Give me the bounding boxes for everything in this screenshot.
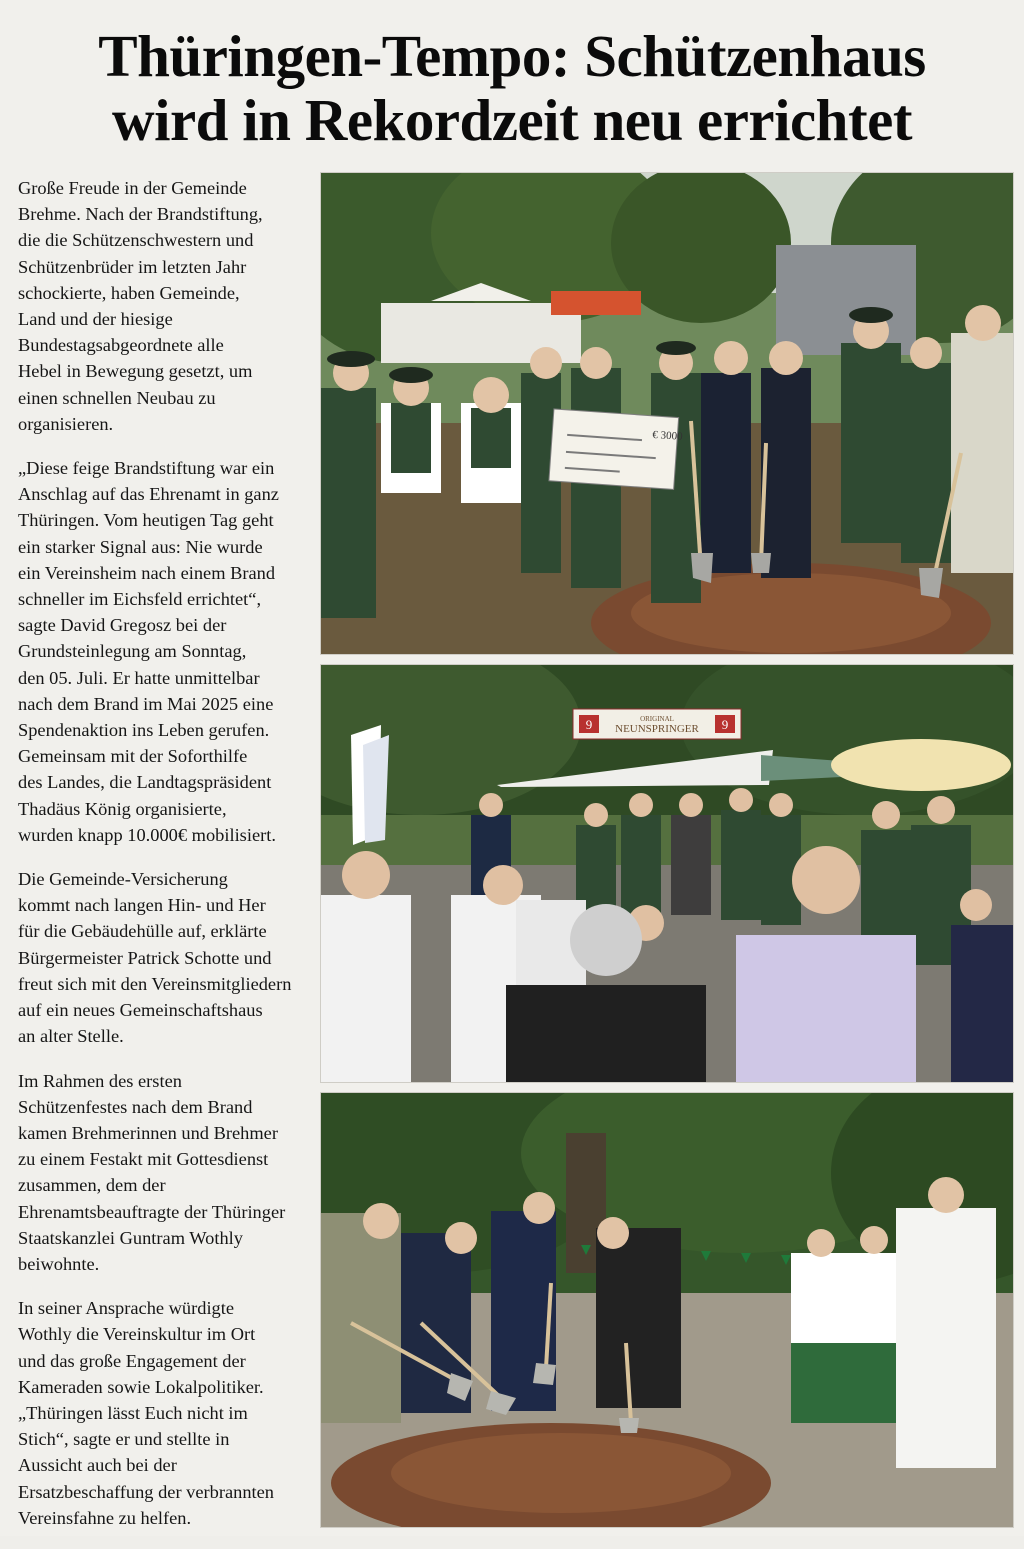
paragraph-5: In seiner Ansprache würdigte Wothly die Vereinskultur im Ort und das große Engagement der Kameraden sowie Lokalpolitiker. „Thüringen lässt Euch nicht im Stich“, sagte er und stellte in Aussicht auch bei der Ersatzbeschaffung der verbrannten Vereinsfahne zu helfen. xyxy=(18,1298,274,1528)
article-body xyxy=(18,175,310,1549)
headline xyxy=(14,24,1010,152)
paragraph-3: Die Gemeinde-Versicherung kommt nach langen Hin- und Her für die Gebäudehülle auf, erklärte Bürgermeister Patrick Schotte und freut sich mit den Vereinsmitgliedern auf ein neues Gemeinschaftshaus an alter Stelle. xyxy=(18,869,292,1047)
photo-ceremony-crowd-illustration xyxy=(321,665,1013,1082)
check-amount: € 3000 xyxy=(651,428,683,443)
sign-badge-right: 9 xyxy=(721,717,729,732)
headline-line-2: wird in Rekordzeit neu errichtet xyxy=(112,87,912,153)
sign-badge-left: 9 xyxy=(585,717,593,732)
paragraph-4: Im Rahmen des ersten Schützenfestes nach dem Brand kamen Brehmerinnen und Brehmer zu einem Festakt mit Gottesdienst zusammen, dem der Ehrenamtsbeauftragte der Thüringer Staatskanzlei Guntram Wothly beiwohnte. xyxy=(18,1070,286,1274)
sign-text: NEUNSPRINGER xyxy=(615,723,699,735)
photo-group-with-check-illustration xyxy=(321,173,1013,654)
photo-ceremony-crowd xyxy=(320,664,1014,1083)
photo-groundbreaking-illustration xyxy=(321,1093,1013,1527)
paragraph-1: Große Freude in der Gemeinde Brehme. Nach der Brandstiftung, die die Schützenschwestern und Schützenbrüder im letzten Jahr schockierte, haben Gemeinde, Land und der hiesige Bundestagsabgeordnete alle Hebel in Bewegung gesetzt, um einen schnellen Neubau zu organisieren. xyxy=(18,178,263,434)
photo-group-with-check xyxy=(320,172,1014,655)
photo-groundbreaking xyxy=(320,1092,1014,1528)
sign-small-text: ORIGINAL xyxy=(640,715,674,723)
paragraph-2: „Diese feige Brandstiftung war ein Anschlag auf das Ehrenamt in ganz Thüringen. Vom heutigen Tag geht ein starker Signal aus: Nie wurde ein Vereinsheim nach einem Brand schneller im Eichsfeld errichtet“, sagte David Gregosz bei der Grundsteinlegung am Sonntag, den 05. Juli. Er hatte unmittelbar nach dem Brand im Mai 2025 eine Spendenaktion ins Leben gerufen. Gemeinsam mit der Soforthilfe des Landes, die Landtagspräsident Thadäus König organisierte, wurden knapp 10.000€ mobilisiert. xyxy=(18,458,279,845)
headline-line-1: Thüringen-Tempo: Schützenhaus xyxy=(98,23,926,89)
